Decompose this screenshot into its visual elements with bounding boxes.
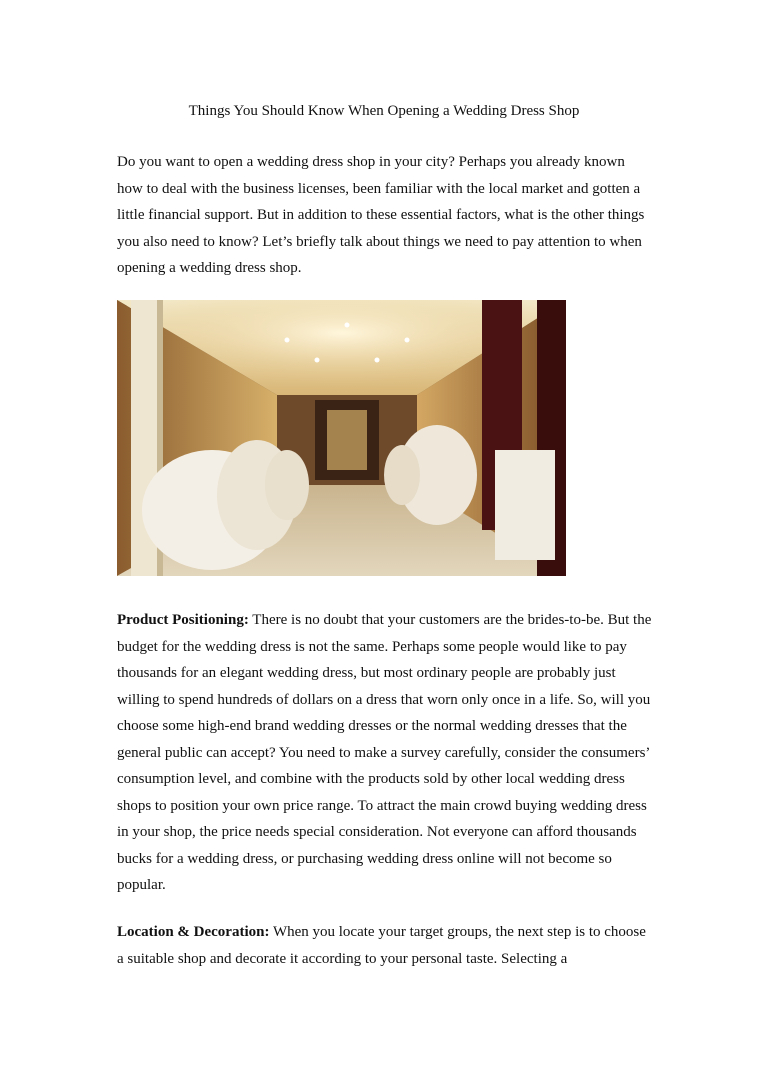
section-heading: Location & Decoration:: [117, 924, 270, 940]
intro-paragraph: Do you want to open a wedding dress shop in your city? Perhaps you already known how to deal with the business licenses, been familiar with the local market and gotten a little financial support. But in addition to these essential factors, what is the other things you also need to know? Let’s briefly talk about things we need to pay attention to when opening a wedding dress shop.: [117, 154, 645, 276]
section-body: When you locate your target groups, the next step is to choose a suitable shop and decorate it according to your personal taste. Selecting a: [117, 924, 646, 967]
document-title: Things You Should Know When Opening a Wedding Dress Shop: [188, 103, 580, 119]
section-product-positioning: [117, 607, 653, 899]
section-heading: Product Positioning:: [117, 612, 249, 628]
wedding-shop-photo: [117, 300, 566, 576]
wedding-shop-illustration: [117, 300, 566, 576]
section-body: There is no doubt that your customers are the brides-to-be. But the budget for the wedding dress is not the same. Perhaps some people would like to pay thousands for an elegant wedding dress, but most ordinary people are probably just willing to spend hundreds of dollars on a dress that worn only once in a life. So, will you choose some high-end brand wedding dresses or the normal wedding dresses that the general public can accept? You need to make a survey carefully, consider the consumers’ consumption level, and combine with the products sold by other local wedding dress shops to position your own price range. To attract the main crowd buying wedding dress in your shop, the price needs special consideration. Not everyone can afford thousands bucks for a wedding dress, or purchasing wedding dress online will not become so popular.: [117, 612, 652, 893]
section-location-decoration: [117, 919, 653, 972]
